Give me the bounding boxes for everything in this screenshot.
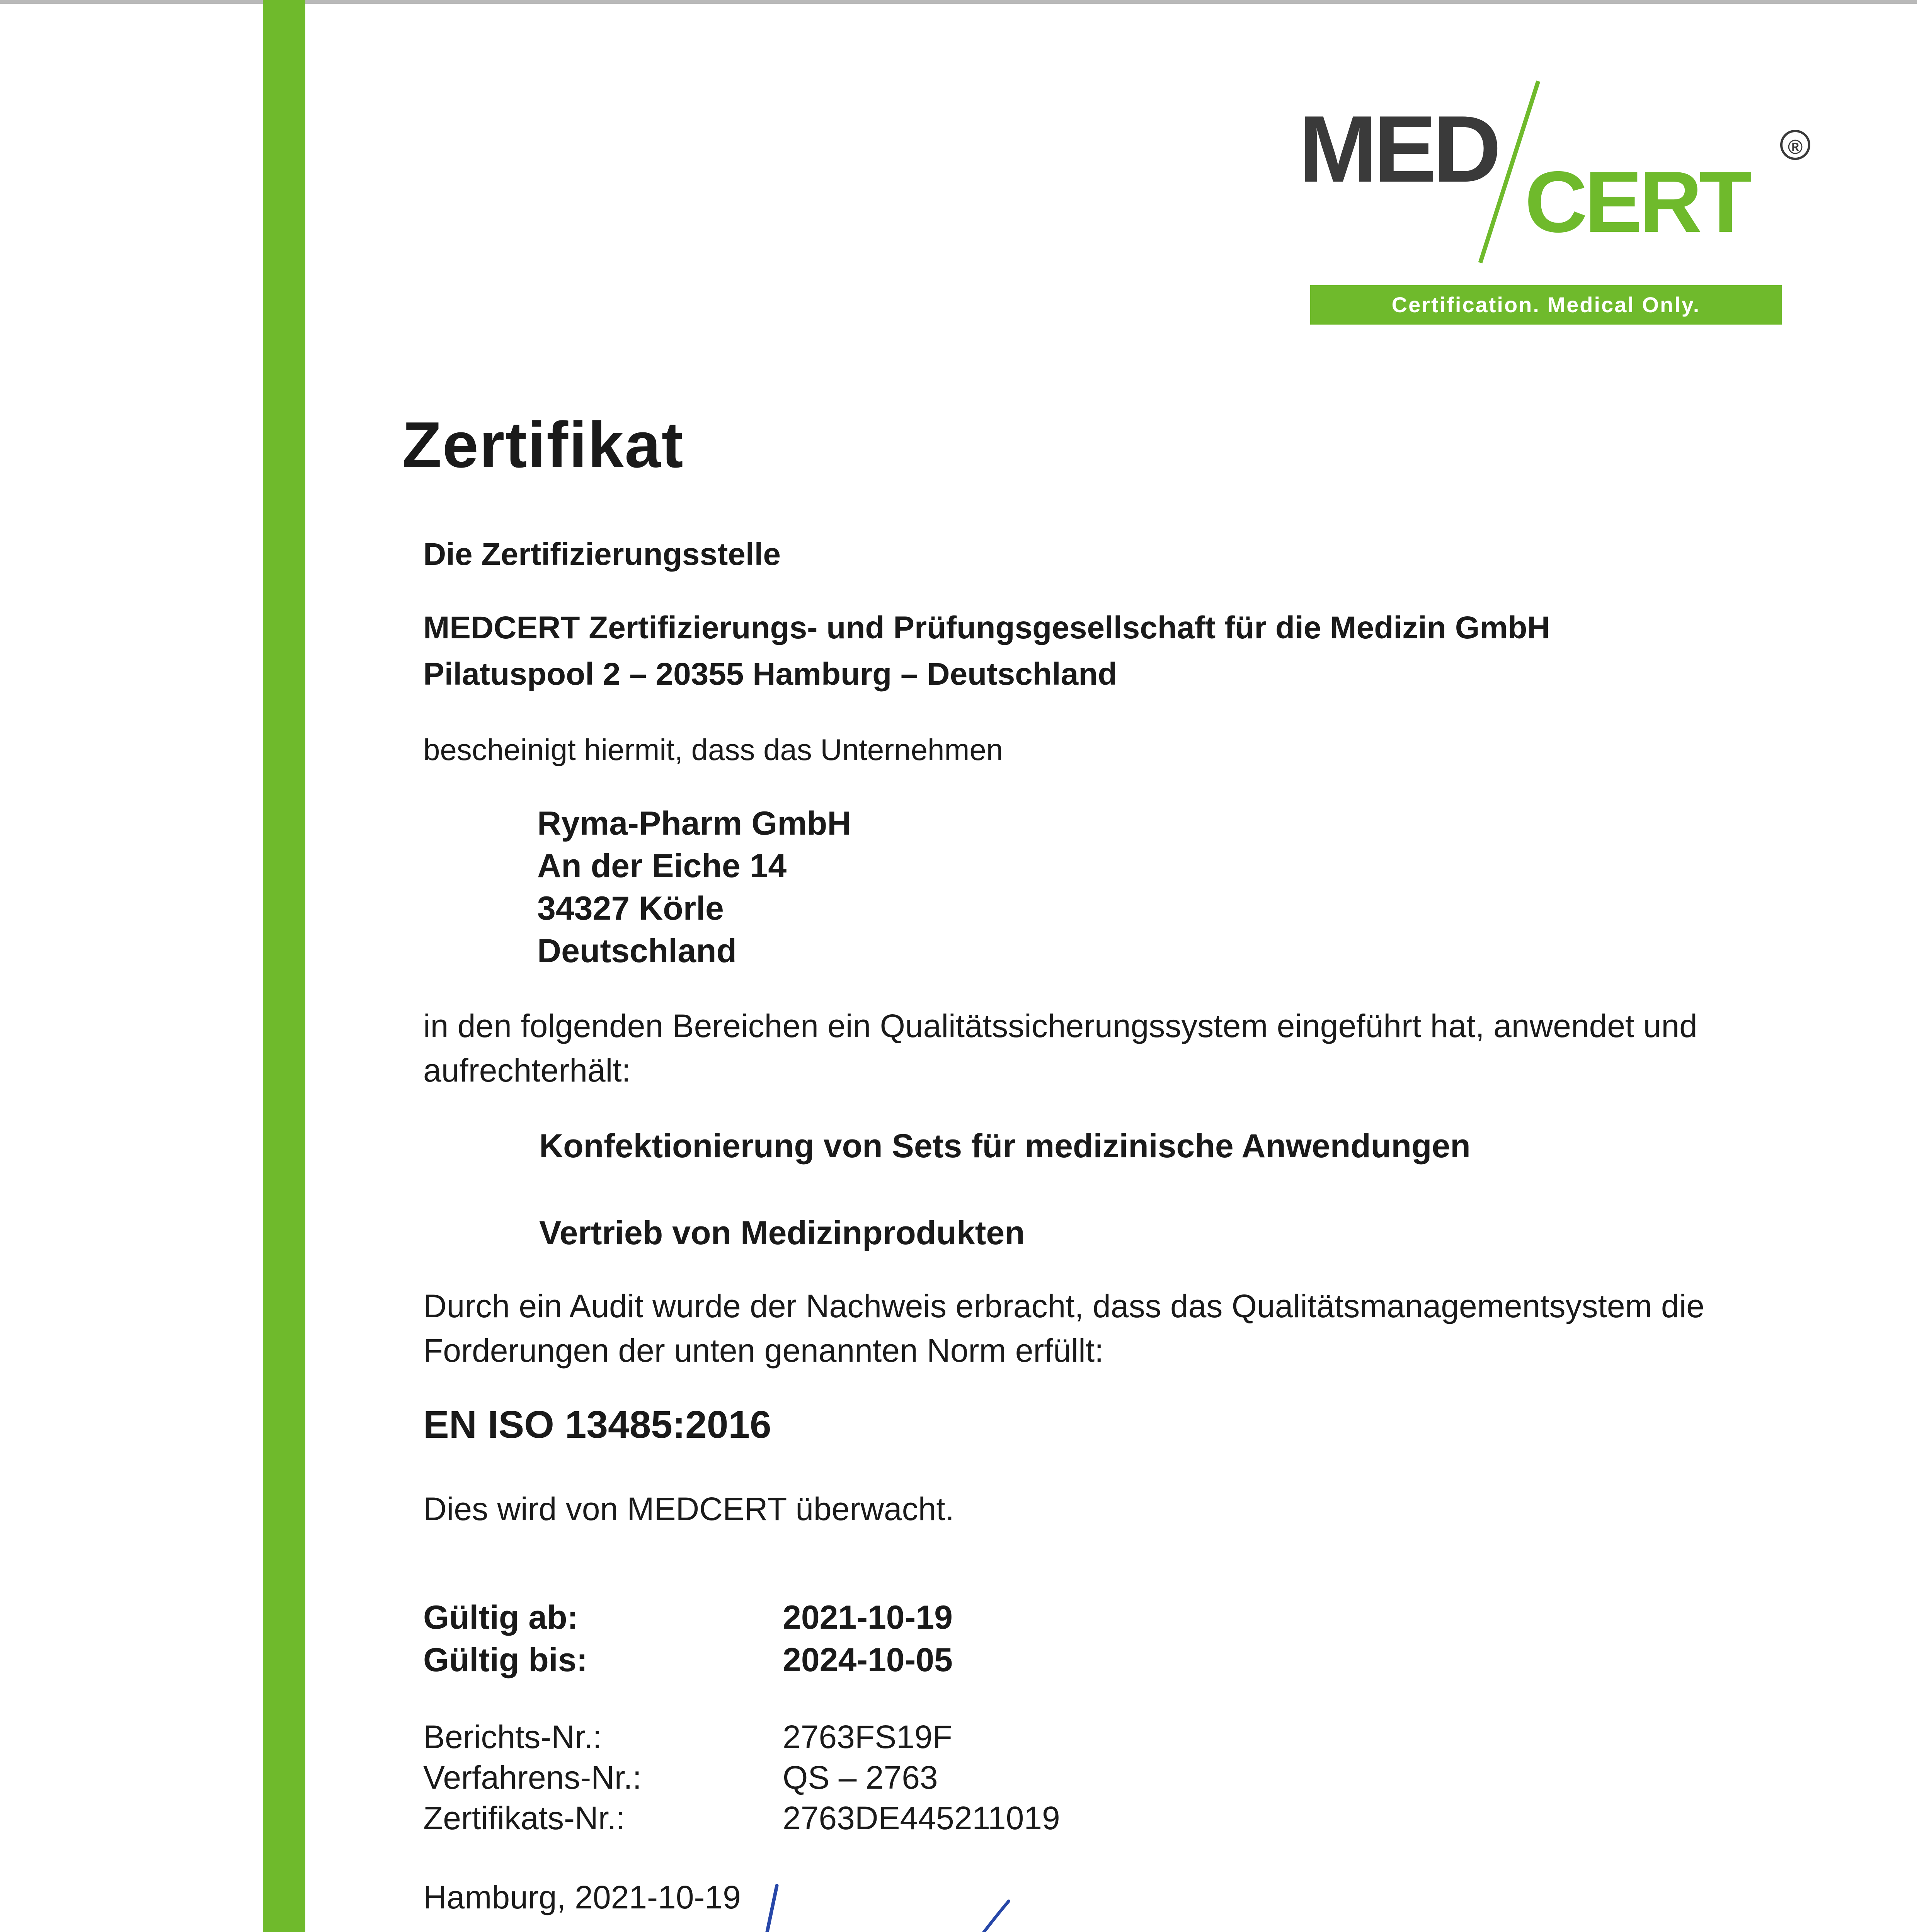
- place-date: Hamburg, 2021-10-19: [423, 1879, 741, 1915]
- certificate-title: Zertifikat: [402, 408, 684, 481]
- company-name: Ryma-Pharm GmbH: [537, 805, 851, 842]
- scope-intro-line1: in den folgenden Bereichen ein Qualitätssicherungssystem eingeführt hat, anwendet und: [423, 1008, 1697, 1044]
- valid-to-value: 2024-10-05: [783, 1641, 953, 1679]
- scope-item-2: Vertrieb von Medizinprodukten: [539, 1214, 1025, 1252]
- logo-tagline: Certification. Medical Only.: [1391, 293, 1701, 317]
- certificate-number-value: 2763DE445211019: [783, 1800, 1060, 1836]
- green-side-stripe: [263, 0, 305, 1932]
- report-number-value: 2763FS19F: [783, 1719, 952, 1755]
- scope-intro-line2: aufrechterhält:: [423, 1052, 631, 1088]
- company-city: 34327 Körle: [537, 890, 724, 927]
- audit-text-line1: Durch ein Audit wurde der Nachweis erbracht, dass das Qualitätsmanagementsystem die: [423, 1288, 1704, 1324]
- logo-cert-text: CERT: [1525, 153, 1749, 250]
- report-number-label: Berichts-Nr.:: [423, 1719, 602, 1755]
- scope-item-1: Konfektionierung von Sets für medizinische Anwendungen: [539, 1128, 1471, 1165]
- valid-to-label: Gültig bis:: [423, 1641, 588, 1679]
- medcert-logo: [1299, 73, 1824, 328]
- valid-from-value: 2021-10-19: [783, 1599, 953, 1636]
- registered-mark: ®: [1788, 136, 1803, 158]
- certificate-number-label: Zertifikats-Nr.:: [423, 1800, 625, 1836]
- issuer-address: Pilatuspool 2 – 20355 Hamburg – Deutschland: [423, 656, 1117, 692]
- standard-name: EN ISO 13485:2016: [423, 1403, 771, 1446]
- issuer-heading: Die Zertifizierungsstelle: [423, 537, 781, 572]
- company-country: Deutschland: [537, 932, 737, 969]
- logo-med-text: MED: [1299, 96, 1498, 202]
- procedure-number-value: QS – 2763: [783, 1759, 938, 1796]
- procedure-number-label: Verfahrens-Nr.:: [423, 1759, 642, 1796]
- signature-image: [688, 1878, 1036, 1932]
- certifies-text: bescheinigt hiermit, dass das Unternehmen: [423, 733, 1003, 767]
- issuer-name: MEDCERT Zertifizierungs- und Prüfungsgesellschaft für die Medizin GmbH: [423, 610, 1550, 645]
- monitoring-text: Dies wird von MEDCERT überwacht.: [423, 1491, 955, 1527]
- valid-from-label: Gültig ab:: [423, 1599, 579, 1636]
- company-street: An der Eiche 14: [537, 847, 787, 884]
- audit-text-line2: Forderungen der unten genannten Norm erfüllt:: [423, 1332, 1104, 1369]
